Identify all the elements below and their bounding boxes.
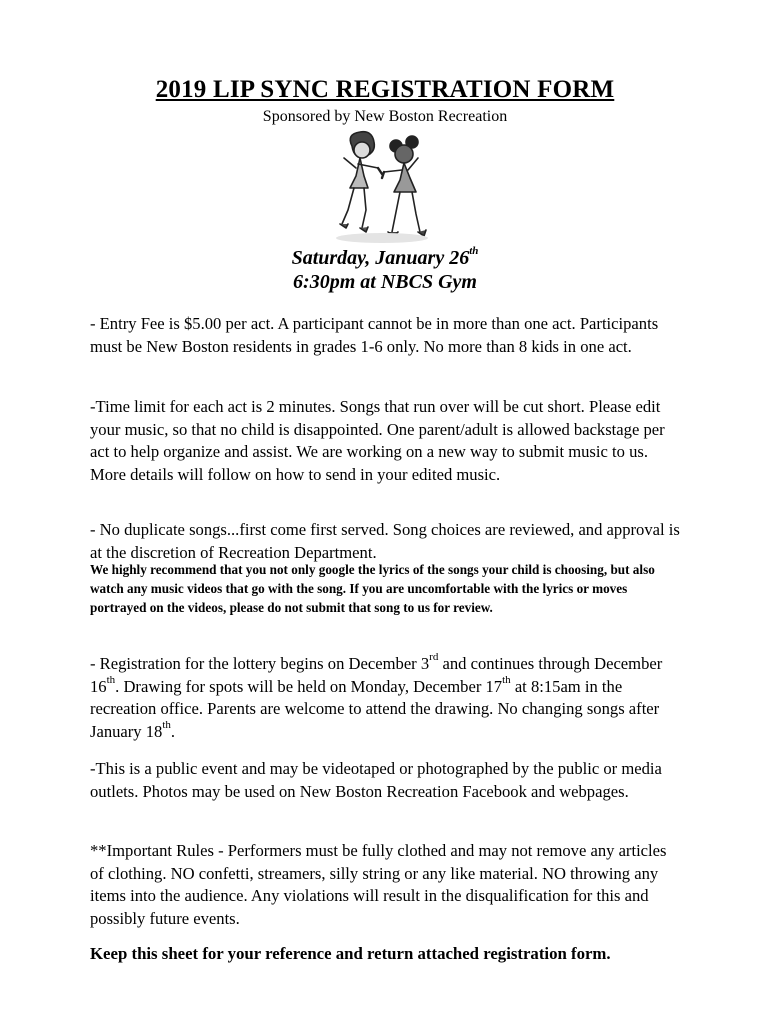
time-limit-paragraph: -Time limit for each act is 2 minutes. Songs that run over will be cut short. Please edit your music, so that no child is disappointed. One parent/adult is allowed backstage per act to help organize and assist. We are working on a new way to submit music to us. More details will follow on how to send in your edited music. — [90, 397, 665, 484]
registration-paragraph — [90, 653, 680, 743]
event-date — [0, 247, 770, 270]
registration-sup-4: th — [162, 718, 171, 731]
duplicate-songs-paragraph: - No duplicate songs...first come first served. Song choices are reviewed, and approval is at the discretion of Recreation Department. — [90, 520, 680, 562]
registration-sup-3: th — [502, 673, 511, 686]
page-title: 2019 LIP SYNC REGISTRATION FORM — [155, 76, 615, 103]
event-date-suffix: th — [469, 245, 479, 258]
entry-fee-paragraph: - Entry Fee is $5.00 per act. A participant cannot be in more than one act. Participants must be New Boston residents in grades 1-6 only. No more than 8 kids in one act. — [90, 314, 659, 356]
registration-text-1: - Registration for the lottery begins on December 3 — [90, 654, 430, 673]
event-time-venue: 6:30pm at NBCS Gym — [293, 271, 477, 293]
public-event-paragraph: -This is a public event and may be videotaped or photographed by the public or media outlets. Photos may be used on New Boston Recreation Facebook and webpages. — [90, 759, 662, 801]
two-kids-singing-illustration — [322, 128, 440, 248]
registration-text-3: . Drawing for spots will be held on Monday, December 17 — [115, 676, 503, 696]
recommendation-paragraph: We highly recommend that you not only google the lyrics of the songs your child is choosing, but also watch any music videos that go with the song. If you are uncomfortable with the lyrics or moves portrayed on the videos, please do not submit that song to us for review. — [90, 562, 655, 615]
registration-sup-1: rd — [429, 651, 439, 664]
registration-sup-2: th — [106, 673, 116, 686]
important-rules-paragraph: **Important Rules - Performers must be fully clothed and may not remove any articles of clothing. NO confetti, streamers, silly string or any like material. NO throwing any items into the audience. Any violations will result in the disqualification for this and possibly future events. — [90, 841, 667, 928]
event-date-text: Saturday, January 26 — [291, 247, 470, 269]
registration-text-2: and continues through December 16 — [90, 654, 663, 696]
registration-text-4: at 8:15am in the recreation office. Parents are welcome to attend the drawing. No changing songs after January 18 — [90, 676, 660, 741]
closing-instruction: Keep this sheet for your reference and return attached registration form. — [90, 944, 611, 963]
registration-text-5: . — [170, 721, 176, 741]
sponsor-subtitle: Sponsored by New Boston Recreation — [262, 108, 508, 125]
